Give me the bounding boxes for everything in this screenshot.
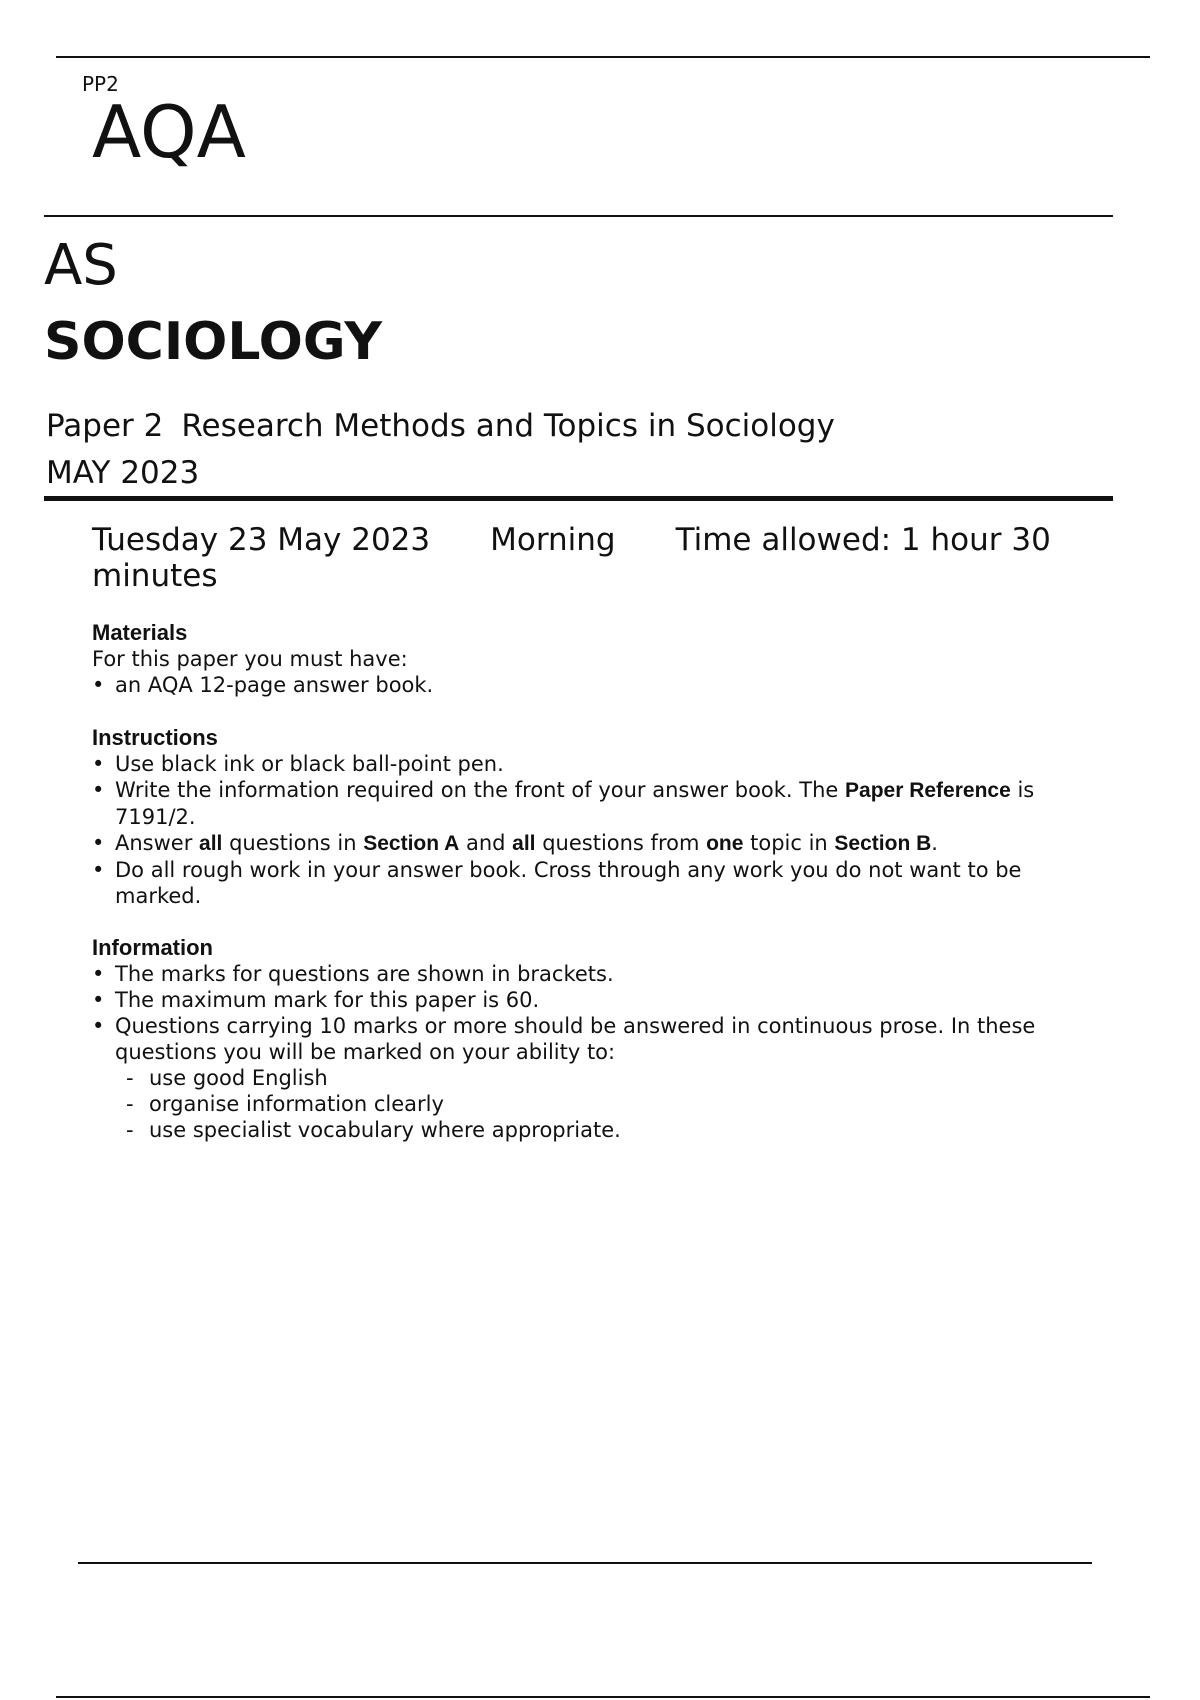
paper-code: PP2 bbox=[82, 72, 119, 96]
instructions-heading: Instructions bbox=[92, 725, 218, 750]
information-section bbox=[92, 935, 1102, 1143]
paper-name: Research Methods and Topics in Sociology bbox=[181, 408, 835, 444]
sub-list-item: - use specialist vocabulary where appropriate. bbox=[92, 1117, 1102, 1143]
exam-dateline bbox=[92, 522, 1082, 594]
bottom-rule bbox=[56, 1696, 1150, 1698]
list-item: • Questions carrying 10 marks or more should be answered in continuous prose. In these questions you will be marked on your ability to: bbox=[92, 1013, 1102, 1065]
list-item: • The marks for questions are shown in brackets. bbox=[92, 961, 1102, 987]
exam-session: Morning bbox=[490, 522, 616, 558]
list-item: • Answer all questions in Section A and all questions from one topic in Section B. bbox=[92, 830, 1102, 857]
exam-date: Tuesday 23 May 2023 bbox=[92, 522, 431, 558]
sub-list-item: - organise information clearly bbox=[92, 1091, 1102, 1117]
list-item: • Use black ink or black ball-point pen. bbox=[92, 751, 1102, 777]
materials-list bbox=[92, 672, 1102, 698]
instructions-list bbox=[92, 751, 1102, 909]
paper-number: Paper 2 bbox=[46, 408, 164, 444]
subject-title: SOCIOLOGY bbox=[44, 312, 383, 372]
top-rule bbox=[56, 56, 1150, 58]
header-divider bbox=[44, 215, 1113, 217]
information-list bbox=[92, 961, 1102, 1065]
list-item: • The maximum mark for this paper is 60. bbox=[92, 987, 1102, 1013]
aqa-logo: AQA bbox=[92, 90, 246, 174]
instructions-section bbox=[92, 725, 1102, 909]
list-item: • Do all rough work in your answer book. Cross through any work you do not want to be marked. bbox=[92, 857, 1102, 909]
sub-list-item: - use good English bbox=[92, 1065, 1102, 1091]
time-allowed: Time allowed: 1 hour 30 minutes bbox=[92, 522, 1051, 594]
materials-heading: Materials bbox=[92, 620, 188, 645]
exam-sitting: MAY 2023 bbox=[46, 455, 200, 491]
ability-sublist bbox=[92, 1065, 1102, 1143]
title-divider bbox=[44, 496, 1113, 501]
information-heading: Information bbox=[92, 935, 213, 960]
materials-section bbox=[92, 620, 1102, 698]
qualification-level: AS bbox=[44, 233, 118, 298]
list-item: • Write the information required on the front of your answer book. The Paper Reference is 7191/2. bbox=[92, 777, 1102, 830]
footer-rule bbox=[78, 1562, 1092, 1564]
paper-title bbox=[46, 408, 835, 444]
list-item: • an AQA 12-page answer book. bbox=[92, 672, 1102, 698]
materials-intro: For this paper you must have: bbox=[92, 647, 408, 671]
